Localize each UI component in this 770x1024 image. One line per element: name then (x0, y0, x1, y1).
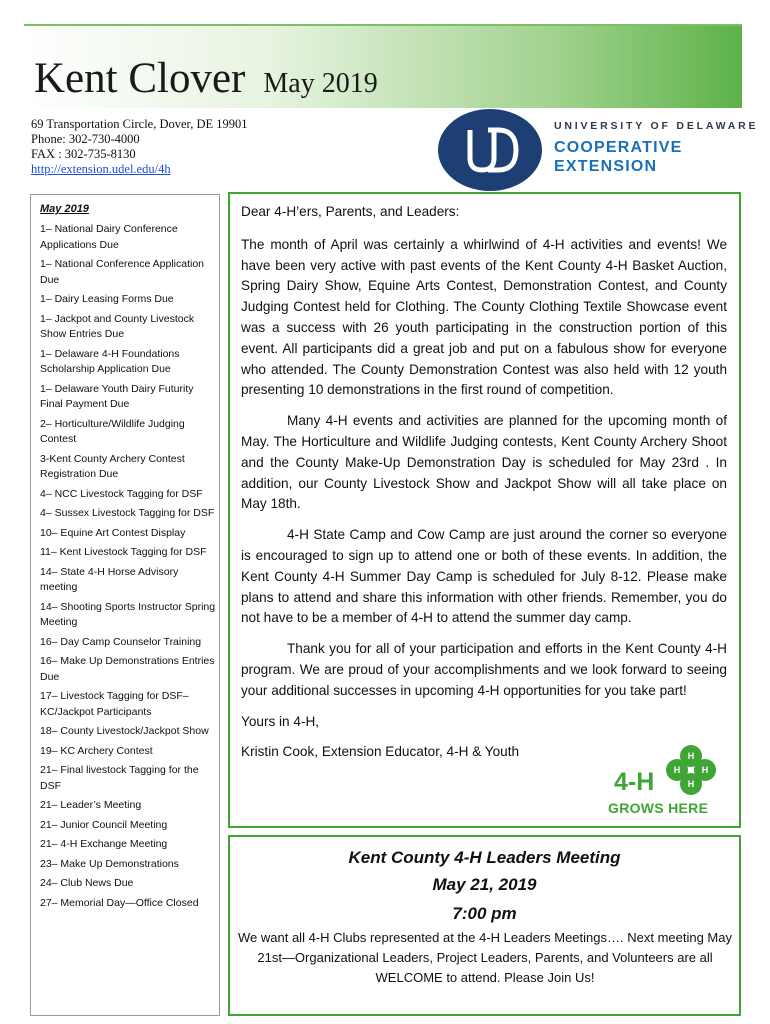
newsletter-name: Kent Clover (34, 55, 246, 102)
calendar-event-item: 21– Leader’s Meeting (40, 799, 142, 811)
letter-paragraph: Many 4-H events and activities are planned for the upcoming month of May. The Horticulture and Wildlife Judging contests, Kent County Archery Shoot and the County Make-Up Demonstration Day is scheduled for May 23rd . In addition, our County Livestock Show and Jackpot Show will all take place on May 18th. (241, 413, 727, 512)
calendar-event-item: 21– 4-H Exchange Meeting (40, 838, 168, 850)
meeting-title: Kent County 4-H Leaders Meeting (348, 848, 621, 867)
four-h-label: 4-H (614, 768, 655, 796)
calendar-event-item: 2– Horticulture/Wildlife Judging Contest (40, 417, 185, 445)
calendar-event-item: 27– Memorial Day—Office Closed (40, 896, 199, 909)
svg-text:H: H (687, 751, 695, 761)
leaders-meeting-box (228, 835, 741, 1016)
ud-extension-logo (436, 108, 759, 196)
calendar-event-item: 3-Kent County Archery Contest Registration Due (40, 452, 185, 480)
clover-icon (663, 742, 719, 798)
calendar-event-list (40, 222, 218, 915)
meeting-time: 7:00 pm (452, 904, 517, 923)
calendar-event-item: 19– KC Archery Contest (40, 744, 153, 757)
meeting-date: May 21, 2019 (432, 875, 537, 894)
svg-text:H: H (673, 765, 681, 775)
calendar-event-item: 1– Dairy Leasing Forms Due (40, 293, 174, 305)
meeting-description: We want all 4-H Clubs represented at the 4-H Leaders Meetings…. Next meeting May 21st—Organizational Leaders, Project Leaders, Parents, and Volunteers are all WELCOME to attend. Please Join Us! (238, 930, 732, 985)
calendar-event-item: 1– Jackpot and County Livestock Show Entries Due (40, 312, 195, 340)
calendar-event-item: 18– County Livestock/Jackpot Show (40, 725, 209, 737)
calendar-event-item: 14– Shooting Sports Instructor Spring Meeting (40, 600, 216, 628)
letter-paragraph: Thank you for all of your participation and efforts in the Kent County 4-H program. We are proud of your accomplishments and we look forward to seeing your additional successes in upcoming 4-H opportunities for you take part! (241, 641, 727, 698)
calendar-event-item: 17– Livestock Tagging for DSF–KC/Jackpot Participants (40, 690, 189, 718)
calendar-event-item: 24– Club News Due (40, 877, 134, 889)
svg-text:H: H (687, 779, 695, 789)
four-h-logo (607, 742, 719, 826)
calendar-event-item: 4– Sussex Livestock Tagging for DSF (40, 507, 215, 519)
calendar-event-item: 21– Junior Council Meeting (40, 818, 168, 831)
calendar-event-item: 21– Final livestock Tagging for the DSF (40, 764, 199, 792)
newsletter-issue: May 2019 (263, 68, 378, 99)
address-block (31, 117, 331, 177)
calendar-event-item: 23– Make Up Demonstrations (40, 857, 179, 870)
calendar-event-item: 1– National Conference Application Due (40, 258, 205, 286)
calendar-heading: May 2019 (40, 203, 89, 215)
ud-shield-icon (436, 108, 544, 192)
letter-signature: Kristin Cook, Extension Educator, 4-H & Youth (241, 744, 520, 760)
letter-closing: Yours in 4-H, (241, 713, 320, 729)
calendar-event-item: 1– Delaware 4-H Foundations Scholarship Application Due (40, 347, 180, 375)
fax-number: FAX : 302-735-8130 (31, 147, 136, 161)
website-link[interactable]: http://extension.udel.edu/4h (31, 162, 171, 176)
calendar-sidebar (30, 194, 220, 1016)
masthead-banner (24, 24, 742, 108)
four-h-tagline: GROWS HERE (608, 800, 709, 816)
calendar-event-item: 16– Make Up Demonstrations Entries Due (40, 655, 215, 683)
calendar-event-item: 1– National Dairy Conference Applications Due (40, 223, 178, 251)
letter-paragraph: 4-H State Camp and Cow Camp are just around the corner so everyone is encouraged to sign up to attend one or both of these events. In addition, the Kent County 4-H Summer Day Camp is scheduled for July 8-12. Please make plans to attend and share this information with other friends. Remember, you do not have to be a member of 4-H to attend the summer day camp. (241, 527, 727, 626)
svg-text:H: H (701, 765, 709, 775)
letter-salutation: Dear 4-H’ers, Parents, and Leaders: (241, 204, 460, 219)
letter-box (228, 192, 741, 828)
letter-body (241, 202, 727, 773)
ud-cooperative-label: COOPERATIVE (554, 139, 683, 156)
calendar-event-item: 14– State 4-H Horse Advisory meeting (40, 565, 179, 593)
phone-number: Phone: 302-730-4000 (31, 132, 140, 146)
newsletter-title (34, 54, 378, 103)
letter-paragraph: The month of April was certainly a whirlwind of 4-H activities and events! We have been very active with past events of the Kent County 4-H Basket Auction, Spring Dairy Show, Equine Arts Contest, Demonstration Contest, and County Judging Contest held for Clothing. The County Clothing Textile Showcase event was a success with 26 youth participating in the construction portion of this event. All participants did a great job and put on a fabulous show for everyone who attended. The County Demonstration Contest was also held with 12 youth presenting 10 demonstrations in the first round of competition. (241, 236, 727, 398)
ud-university-name: UNIVERSITY OF DELAWARE (554, 120, 759, 132)
calendar-event-item: 16– Day Camp Counselor Training (40, 635, 202, 648)
calendar-event-item: 10– Equine Art Contest Display (40, 526, 186, 539)
calendar-event-item: 11– Kent Livestock Tagging for DSF (40, 546, 207, 558)
calendar-event-item: 1– Delaware Youth Dairy Futurity Final Payment Due (40, 382, 194, 410)
calendar-event-item: 4– NCC Livestock Tagging for DSF (40, 487, 203, 500)
ud-extension-label: EXTENSION (554, 158, 658, 175)
street-address: 69 Transportation Circle, Dover, DE 19901 (31, 117, 248, 131)
